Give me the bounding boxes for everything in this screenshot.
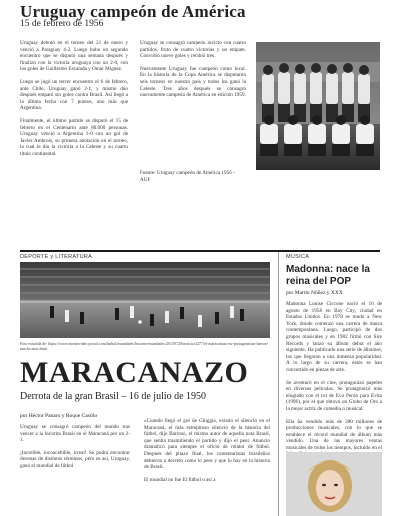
maracanazo-column-2 [144,418,270,489]
team-photo-image [256,42,380,170]
column-divider [278,252,279,516]
paragraph: Se aventuró en el cine, protagonizó papeles en diversas películas. Se protagonizó más elogiado con el rol de Eva Perón para Evita (1996), por el que obtuvo un Globo de Oro a la mejor actriz de comedia o musical. [286,379,382,412]
paragraph: Ella ha vendido más de 300 millones de producciones musicales, con lo que se establece el récord mundial de álbum más vendido. Una de las mayores ventas musicales de todos los tiempos, incluido en el [286,418,382,451]
article-title-uruguay: Uruguay campeón de América [20,2,246,21]
paragraph: Nuevamente Uruguay fue campeón como local. En la historia de la Copa América se disputaron seis torneos en nuestro país y todos los ganó la Celeste. Tres años después se consagró nuevamente campeón de América en edición 1959. [140,65,246,99]
section-label-sports: DEPORTE y LITERATURA [20,254,93,260]
uruguay-column-2 [140,40,246,105]
article-title-madonna: Madonna: nace la reina del POP [286,264,370,287]
article-author-madonna: por Martín Núñez y XXX [286,290,343,296]
photo-source-link[interactable]: Foto extraída de: https://www.montevideo portal.com/futbol/mundiales/historia-mundiales/20130720/noticia/2277/el-maracanazo-su-protagonistas-fueron-mucho-mas.html [20,341,269,352]
uruguay-column-1 [20,40,128,164]
paragraph: Finalmente, el último partido se disputó el 15 de febrero en el Centenario ante 80.000 personas. Uruguay venció a Argentina 1-0 con un gol de Javier Ambrois, su primera anotación en el torneo, la cual le dio la victoria a la Celeste y su cuarto título continental. [20,117,128,157]
madonna-column [286,301,382,464]
paragraph: Madonna Louise Ciccone nació el 16 de agosto de 1958 en Bay City, ciudad en Estados Unidos. En 1978 se mudó a New York, donde comenzó una carrera de danza contemporánea. Luego, participó de dos grupos musicales y en 1982 firmó con Sire Records y lanzó su álbum debut el año siguiente. Ha publicado una serie de álbumes, los que llegaron a una inmensa popularidad. A lo largo de su carrera, éstos se han convertido en piezas de arte. [286,301,382,373]
paragraph: El mundial no fue El fútbol o así a [144,476,216,483]
article-author-maracanazo: por Héctor Panaro y Roque Castilo [20,413,98,419]
paragraph: Luego se jugó un tercer encuentro el 6 de febrero, ante Chile, Uruguay ganó 2-1, y mismo dúo después empató sin goles contra Brasil. Así llegó a la última fecha con 7 puntos, uno más que Argentina. [20,78,128,112]
paragraph: Uruguay se consagró campeón del mundo tras vencer a la favorita Brasil en el Maracaná por un 2-1. [20,424,130,444]
stadium-photo-image [20,262,270,338]
maracanazo-column-1 [20,424,130,476]
article-subtitle-maracanazo: Derrota de la gran Brasil – 16 de julio de 1950 [20,391,207,402]
article-title-maracanazo: MARACANAZO [20,356,249,389]
madonna-photo-image [286,452,382,516]
paragraph: Uruguay se consagró campeón invicto con cuatro partidos, fruto de cuatro victorias y un empate. Convirtió nueve goles y recibió tres. [140,40,246,60]
article-date-uruguay: 15 de febrero de 1956 [20,19,104,29]
section-divider [20,250,380,252]
paragraph: ¡Increíble, inconcebible, irreal! Se podrá encontrar decenas de distintos términos, pero es así, Uruguay, ganó el mundial de fútbol [20,449,130,469]
paragraph: Uruguay debutó en el torneo del 21 de enero y venció a Paraguay 4-2. Luego hubo un segundo encuentro que se disputó una semana después y finalizó con la victoria uruguaya con un 2-0, con los goles de Guillermo Escalada y Omar Míguez. [20,40,128,73]
section-label-music: MÚSICA [286,254,310,260]
paragraph: «Cuando llegó el gol de Ghiggia, existió el silencio en el Maracaná, el más estrepitoso silencio de la historia del fútbol, dijo Barroso, el mismo autor de aquella nota Brasil, que sentía trasmitiendo el partido y dijo el peor. Anuncio dramático para siempre el oficio de relator de fútbol. Después del pitazo final, los comentaristas brasileños debieron a decreto como lo peor y que lo hay en la historia de Brasil. [144,418,270,471]
photo-caption-source: Fuente: Uruguay campeón de América 1956 - AUF [140,170,235,183]
